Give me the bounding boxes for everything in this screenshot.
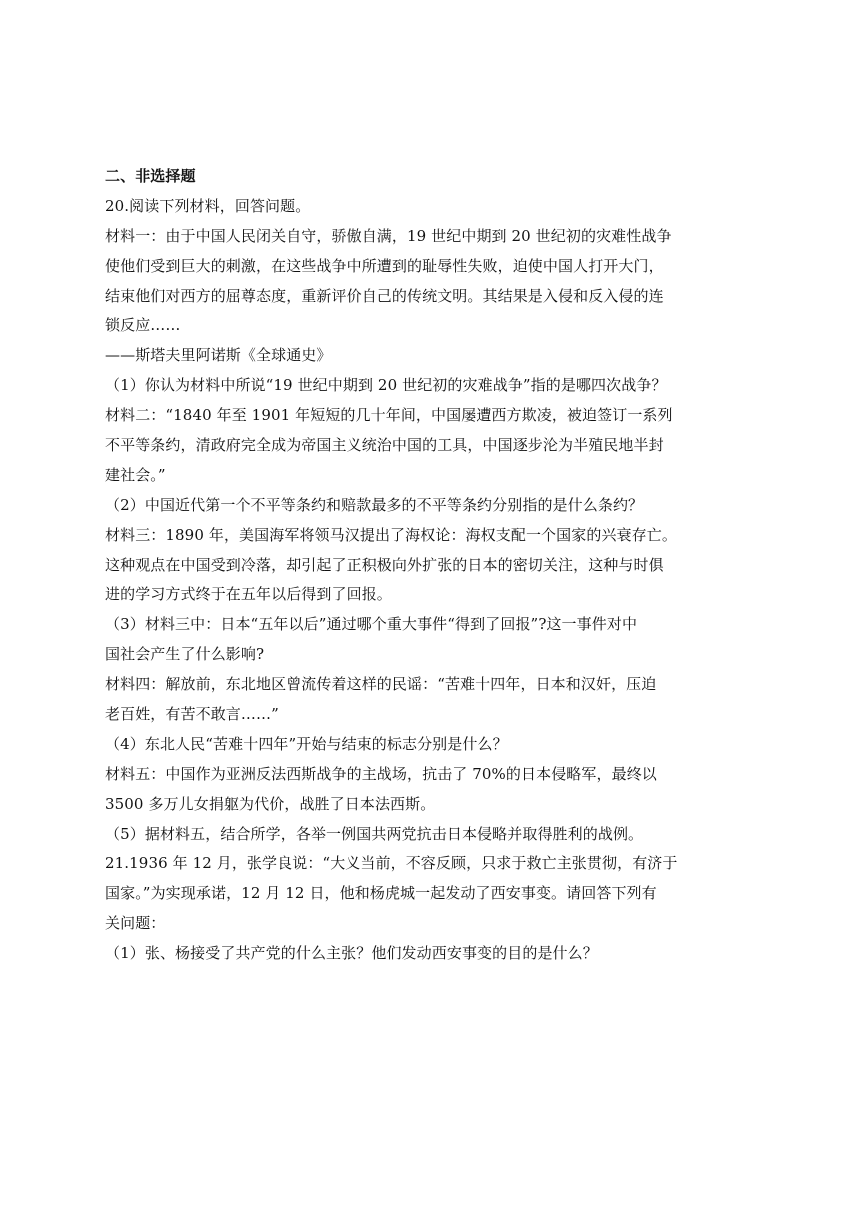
question-20-5: （5）据材料五，结合所学，各举一例国共两党抗击日本侵略并取得胜利的战例。 — [105, 824, 644, 843]
question-21-intro: 21.1936 年 12 月，张学良说：“大义当前，不容反顾，只求于救亡主张贯彻，有济于 — [105, 854, 678, 873]
material-3-text: 进的学习方式终于在五年以后得到了回报。 — [105, 585, 392, 604]
material-3-text: 材料三：1890 年，美国海军将领马汉提出了海权论：海权支配一个国家的兴衰存亡。 — [105, 525, 677, 544]
material-2-text: 不平等条约，清政府完全成为帝国主义统治中国的工具，中国逐步沦为半殖民地半封 — [105, 436, 664, 455]
material-2-text: 建社会。” — [105, 465, 166, 484]
section-heading: 二、非选择题 — [105, 167, 196, 185]
material-1-text: 使他们受到巨大的刺激，在这些战争中所遭到的耻辱性失败，迫使中国人打开大门， — [105, 256, 664, 275]
question-20-3: 国社会产生了什么影响? — [105, 645, 265, 664]
material-1-text: 材料一：由于中国人民闭关自守，骄傲自满，19 世纪中期到 20 世纪初的灾难性战争 — [105, 226, 672, 245]
question-21-1: （1）张、杨接受了共产党的什么主张？他们发动西安事变的目的是什么？ — [105, 944, 598, 963]
question-20-intro: 20.阅读下列材料，回答问题。 — [105, 196, 311, 215]
material-4-text: 老百姓，有苦不敢言……” — [105, 705, 279, 724]
material-1-text: 结束他们对西方的屈尊态度，重新评价自己的传统文明。其结果是入侵和反入侵的连 — [105, 286, 664, 305]
material-1-text: 锁反应…… — [105, 316, 181, 335]
material-4-text: 材料四：解放前，东北地区曾流传着这样的民谣：“苦难十四年，日本和汉奸，压迫 — [105, 675, 657, 694]
question-20-3: （3）材料三中：日本“五年以后”通过哪个重大事件“得到了回报”?这一事件对中 — [105, 615, 638, 634]
question-21-intro: 关问题： — [105, 914, 166, 933]
question-20-1: （1）你认为材料中所说“19 世纪中期到 20 世纪初的灾难战争”指的是哪四次战争？ — [105, 376, 667, 395]
material-5-text: 材料五：中国作为亚洲反法西斯战争的主战场，抗击了 70%的日本侵略军，最终以 — [105, 764, 657, 783]
question-20-4: （4）东北人民“苦难十四年”开始与结束的标志分别是什么？ — [105, 734, 508, 753]
question-20-2: （2）中国近代第一个不平等条约和赔款最多的不平等条约分别指的是什么条约？ — [105, 495, 644, 514]
material-3-text: 这种观点在中国受到冷落，却引起了正积极向外扩张的日本的密切关注，这种与时俱 — [105, 555, 664, 574]
material-2-text: 材料二：“1840 年至 1901 年短短的几十年间，中国屡遭西方欺凌，被迫签订一系列 — [105, 406, 673, 425]
material-5-text: 3500 多万儿女捐躯为代价，战胜了日本法西斯。 — [105, 794, 436, 813]
question-21-intro: 国家。”为实现承诺，12 月 12 日，他和杨虎城一起发动了西安事变。请回答下列有 — [105, 884, 657, 903]
material-1-source: ——斯塔夫里阿诺斯《全球通史》 — [105, 346, 332, 365]
document-body — [105, 162, 755, 969]
